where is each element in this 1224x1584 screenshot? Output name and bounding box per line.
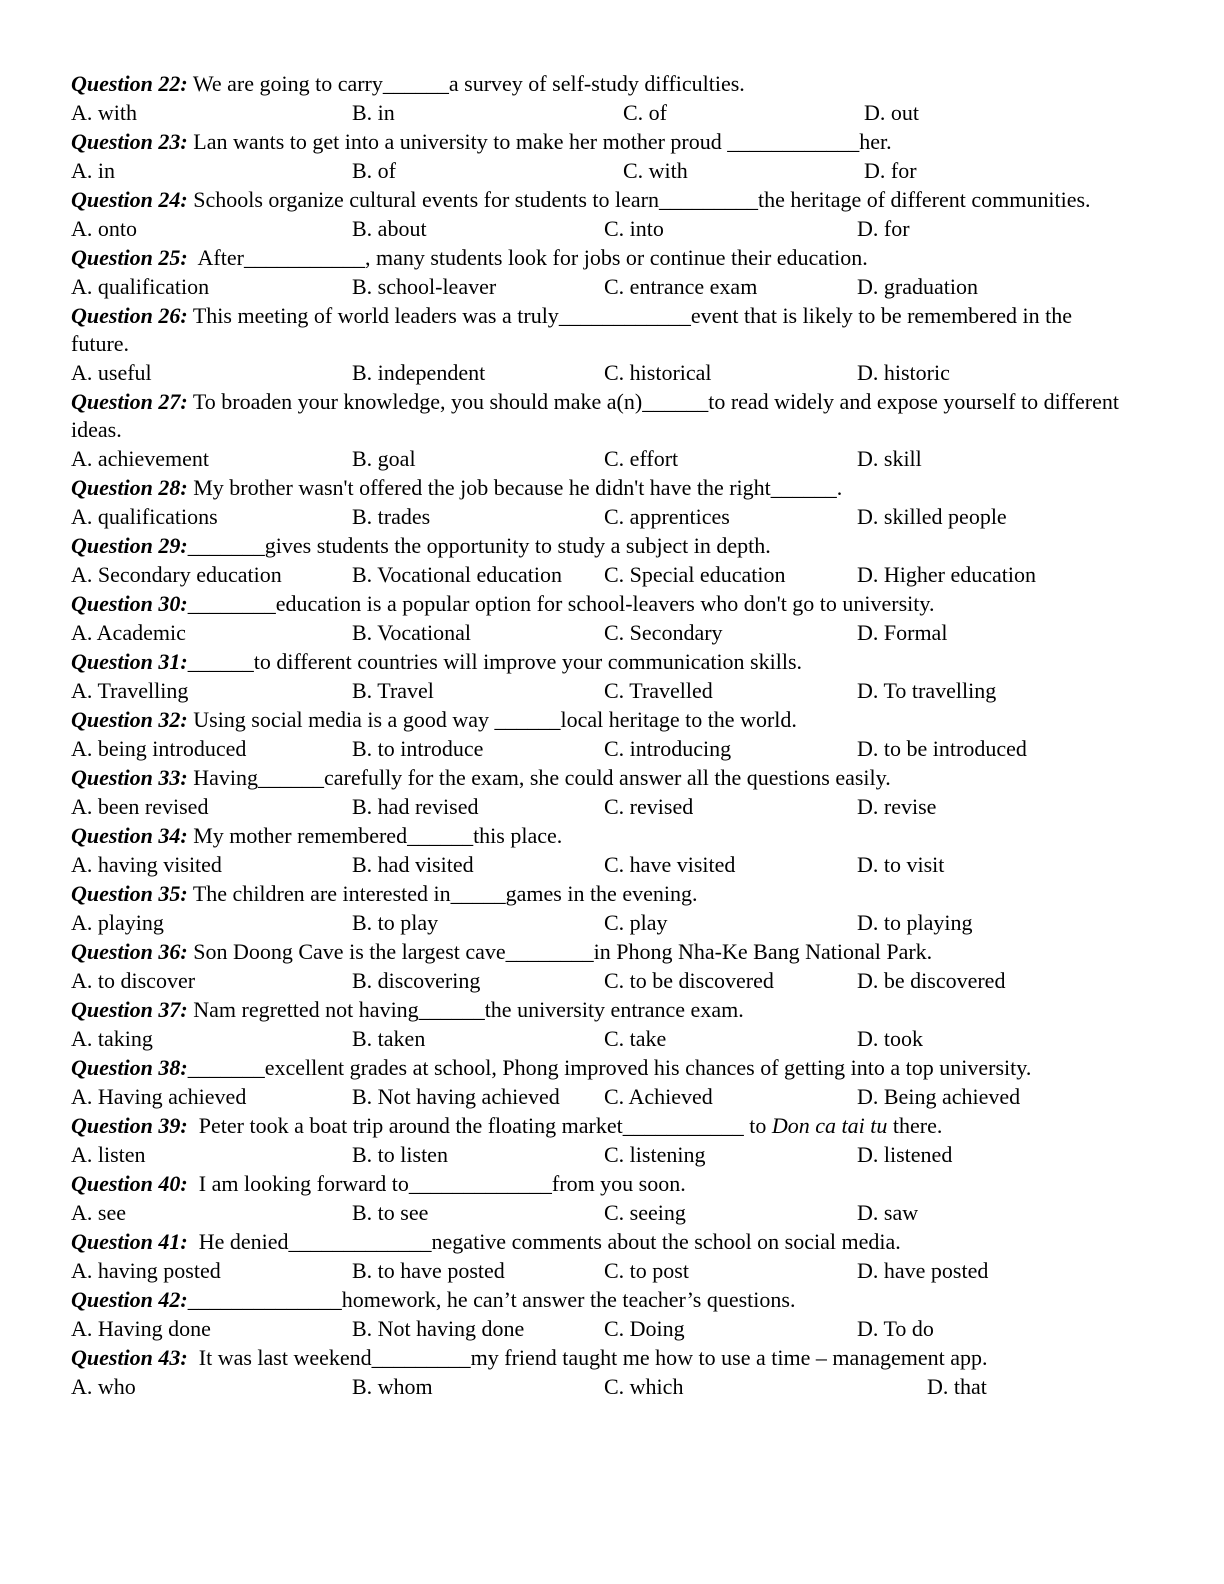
answer-blank: ________	[187, 591, 276, 616]
question-text-before: Son Doong Cave is the largest cave	[187, 939, 506, 964]
question-text-before: After	[187, 245, 244, 270]
answer-options	[71, 272, 1131, 302]
answer-options	[71, 850, 1131, 880]
question-text-after: carefully for the exam, she could answer all the questions easily.	[324, 765, 891, 790]
question-number: Question 25:	[71, 245, 188, 270]
question-number: Question 41:	[71, 1229, 188, 1254]
answer-options	[71, 502, 1131, 532]
option-c[interactable]: C. into	[604, 216, 664, 241]
option-c[interactable]: C. revised	[604, 794, 694, 819]
question-number: Question 27:	[71, 389, 188, 414]
option-b[interactable]: B. trades	[352, 504, 431, 529]
option-a[interactable]: A. Having done	[71, 1316, 211, 1341]
question-number: Question 39:	[71, 1113, 188, 1138]
option-d[interactable]: D. have posted	[857, 1258, 989, 1283]
option-d[interactable]: D. for	[864, 158, 917, 183]
answer-options	[71, 560, 1131, 590]
option-a[interactable]: A. having posted	[71, 1258, 221, 1283]
option-d[interactable]: D. took	[857, 1026, 923, 1051]
answer-options	[71, 1024, 1131, 1054]
answer-options	[71, 1140, 1131, 1170]
option-d[interactable]: D. saw	[857, 1200, 919, 1225]
option-c[interactable]: C. entrance exam	[604, 274, 758, 299]
question-number: Question 40:	[71, 1171, 188, 1196]
question-text-before: Peter took a boat trip around the floating market	[187, 1113, 623, 1138]
question-number: Question 32:	[71, 707, 188, 732]
option-c[interactable]: C. which	[604, 1374, 684, 1399]
question-block	[71, 70, 1131, 128]
question-number: Question 42:	[71, 1287, 188, 1312]
question-text-after: the heritage of different communities.	[758, 187, 1091, 212]
question-number: Question 29:	[71, 533, 188, 558]
question-stem	[71, 648, 1131, 676]
question-block	[71, 706, 1131, 764]
question-text-after: homework, he can’t answer the teacher’s questions.	[341, 1287, 796, 1312]
question-text-before: Using social media is a good way _	[187, 707, 506, 732]
question-stem	[71, 474, 1131, 502]
option-d[interactable]: D. that	[927, 1374, 987, 1399]
answer-blank: ______	[418, 997, 485, 1022]
option-d[interactable]: D. skilled people	[857, 504, 1007, 529]
answer-blank: _______	[187, 533, 265, 558]
question-block	[71, 880, 1131, 938]
option-b[interactable]: B. goal	[352, 446, 416, 471]
question-stem	[71, 70, 1131, 98]
question-text-before: Lan wants to get into a university to make her mother proud _	[187, 129, 739, 154]
question-text-before: Having	[187, 765, 259, 790]
question-block	[71, 302, 1131, 388]
answer-options	[71, 618, 1131, 648]
answer-blank: ______	[642, 389, 709, 414]
question-text-after: from you soon.	[551, 1171, 686, 1196]
option-a[interactable]: A. taking	[71, 1026, 153, 1051]
question-number: Question 38:	[71, 1055, 188, 1080]
question-stem	[71, 764, 1131, 792]
question-stem	[71, 996, 1131, 1024]
option-d[interactable]: D. listened	[857, 1142, 953, 1167]
answer-options	[71, 98, 1131, 128]
question-number: Question 31:	[71, 649, 188, 674]
option-a[interactable]: A. being introduced	[71, 736, 247, 761]
question-block	[71, 1228, 1131, 1286]
question-text-after: this place.	[473, 823, 563, 848]
option-b[interactable]: B. Vocational	[352, 620, 471, 645]
answer-blank: _________	[371, 1345, 471, 1370]
answer-options	[71, 358, 1131, 388]
option-c[interactable]: C. take	[604, 1026, 667, 1051]
answer-options	[71, 1082, 1131, 1112]
question-text-before: He denied	[187, 1229, 289, 1254]
option-a[interactable]: A. see	[71, 1200, 126, 1225]
question-block	[71, 1170, 1131, 1228]
answer-blank: ___________	[243, 245, 365, 270]
option-b[interactable]: B. to see	[352, 1200, 429, 1225]
option-b[interactable]: B. whom	[352, 1374, 433, 1399]
question-text-after: to read widely and expose yourself to different ideas.	[71, 389, 1125, 442]
question-stem	[71, 938, 1131, 966]
option-c[interactable]: C. effort	[604, 446, 679, 471]
option-d[interactable]: D. revise	[857, 794, 937, 819]
option-d[interactable]: D. To do	[857, 1316, 934, 1341]
question-stem	[71, 1228, 1131, 1256]
answer-blank: _____________	[408, 1171, 552, 1196]
option-b[interactable]: B. school-leaver	[352, 274, 497, 299]
option-c[interactable]: C. listening	[604, 1142, 706, 1167]
question-text-after: local heritage to the world.	[560, 707, 797, 732]
question-text-before: My mother remembered	[187, 823, 408, 848]
question-block	[71, 186, 1131, 244]
answer-blank: ____________	[558, 303, 691, 328]
question-text-after: the university entrance exam.	[484, 997, 744, 1022]
question-text-before: It was last weekend	[187, 1345, 372, 1370]
question-stem	[71, 1286, 1131, 1314]
question-stem	[71, 1112, 1131, 1140]
question-block	[71, 128, 1131, 186]
option-b[interactable]: B. had visited	[352, 852, 474, 877]
question-text-after: her.	[859, 129, 892, 154]
answer-blank: _____	[505, 707, 561, 732]
answer-options	[71, 1256, 1131, 1286]
option-a[interactable]: A. listen	[71, 1142, 146, 1167]
question-stem	[71, 1170, 1131, 1198]
option-b[interactable]: B. in	[352, 100, 395, 125]
answer-blank: ________	[505, 939, 594, 964]
question-text-after: my friend taught me how to use a time – management app.	[470, 1345, 988, 1370]
option-b[interactable]: B. taken	[352, 1026, 426, 1051]
option-a[interactable]: A. playing	[71, 910, 164, 935]
option-b[interactable]: B. independent	[352, 360, 486, 385]
question-text-after: event that is likely to be remembered in the future.	[71, 303, 1078, 356]
question-number: Question 37:	[71, 997, 188, 1022]
question-block	[71, 996, 1131, 1054]
option-c[interactable]: C. of	[623, 100, 667, 125]
option-c[interactable]: C. Secondary	[604, 620, 723, 645]
question-text-before: We are going to carry	[187, 71, 383, 96]
option-c[interactable]: C. historical	[604, 360, 712, 385]
question-text-after: in Phong Nha-Ke Bang National Park.	[593, 939, 933, 964]
question-number: Question 35:	[71, 881, 188, 906]
question-block	[71, 474, 1131, 532]
question-number: Question 30:	[71, 591, 188, 616]
answer-blank: ___________	[738, 129, 860, 154]
answer-blank: __________	[622, 1113, 733, 1138]
answer-options	[71, 966, 1131, 996]
question-block	[71, 822, 1131, 880]
question-text-after: education is a popular option for school-leavers who don't go to university.	[275, 591, 935, 616]
question-text-before: Schools organize cultural events for students to learn	[187, 187, 659, 212]
option-a[interactable]: A. in	[71, 158, 115, 183]
option-a[interactable]: A. been revised	[71, 794, 209, 819]
question-number: Question 43:	[71, 1345, 188, 1370]
answer-options	[71, 214, 1131, 244]
option-a[interactable]: A. achievement	[71, 446, 210, 471]
option-c[interactable]: C. have visited	[604, 852, 736, 877]
option-d[interactable]: D. historic	[857, 360, 950, 385]
question-number: Question 36:	[71, 939, 188, 964]
answer-options	[71, 908, 1131, 938]
option-c[interactable]: C. Travelled	[604, 678, 713, 703]
answer-blank: ______	[187, 649, 254, 674]
option-a[interactable]: A. having visited	[71, 852, 222, 877]
option-d[interactable]: D. Higher education	[857, 562, 1036, 587]
question-number: Question 22:	[71, 71, 188, 96]
question-text-after: excellent grades at school, Phong improved his chances of getting into a top university.	[264, 1055, 1032, 1080]
option-c[interactable]: C. with	[623, 158, 688, 183]
answer-options	[71, 1198, 1131, 1228]
question-block	[71, 938, 1131, 996]
question-block	[71, 764, 1131, 822]
question-text-before: This meeting of world leaders was a truly	[187, 303, 559, 328]
question-block	[71, 1286, 1131, 1344]
question-text-after: to different countries will improve your communication skills.	[253, 649, 803, 674]
answer-blank: _______	[187, 1055, 265, 1080]
question-block	[71, 648, 1131, 706]
question-text-after: a survey of self-study difficulties.	[448, 71, 745, 96]
question-stem	[71, 186, 1131, 214]
question-text-after: , many students look for jobs or continue their education.	[364, 245, 868, 270]
question-number: Question 34:	[71, 823, 188, 848]
option-b[interactable]: B. to have posted	[352, 1258, 505, 1283]
option-c[interactable]: C. to post	[604, 1258, 689, 1283]
question-text-after: games in the evening.	[505, 881, 698, 906]
option-b[interactable]: B. discovering	[352, 968, 481, 993]
option-a[interactable]: A. Secondary education	[71, 562, 282, 587]
option-d[interactable]: D. Being achieved	[857, 1084, 1021, 1109]
question-stem	[71, 706, 1131, 734]
option-d[interactable]: D. graduation	[857, 274, 978, 299]
question-text-before: The children are interested in	[187, 881, 451, 906]
answer-blank: _____	[450, 881, 506, 906]
question-stem	[71, 388, 1131, 444]
question-block	[71, 1344, 1131, 1402]
option-a[interactable]: A. Having achieved	[71, 1084, 247, 1109]
question-block	[71, 388, 1131, 474]
question-number: Question 33:	[71, 765, 188, 790]
question-stem	[71, 128, 1131, 156]
answer-blank: _________	[659, 187, 758, 212]
question-number: Question 28:	[71, 475, 188, 500]
option-a[interactable]: A. onto	[71, 216, 137, 241]
option-b[interactable]: B. about	[352, 216, 427, 241]
question-block	[71, 244, 1131, 302]
question-number: Question 24:	[71, 187, 188, 212]
answer-options	[71, 1372, 1131, 1402]
question-text-before: I am looking forward to	[187, 1171, 409, 1196]
answer-blank: ______________	[187, 1287, 342, 1312]
answer-options	[71, 734, 1131, 764]
option-c[interactable]: C. apprentices	[604, 504, 730, 529]
option-c[interactable]: C. introducing	[604, 736, 732, 761]
option-b[interactable]: B. had revised	[352, 794, 479, 819]
question-block	[71, 590, 1131, 648]
option-b[interactable]: B. Not having done	[352, 1316, 525, 1341]
option-d[interactable]: D. To travelling	[857, 678, 997, 703]
option-a[interactable]: A. Travelling	[71, 678, 189, 703]
answer-options	[71, 1314, 1131, 1344]
option-c[interactable]: C. seeing	[604, 1200, 686, 1225]
option-b[interactable]: B. to listen	[352, 1142, 448, 1167]
option-c[interactable]: C. Achieved	[604, 1084, 713, 1109]
question-block	[71, 532, 1131, 590]
option-c[interactable]: C. to be discovered	[604, 968, 774, 993]
question-text-after: gives students the opportunity to study a subject in depth.	[264, 533, 771, 558]
option-a[interactable]: A. with	[71, 100, 137, 125]
option-a[interactable]: A. to discover	[71, 968, 196, 993]
question-italic-text: Don ca tai tu	[771, 1113, 888, 1138]
question-text-after: .	[836, 475, 843, 500]
answer-blank: _____________	[288, 1229, 432, 1254]
option-c[interactable]: C. Special education	[604, 562, 786, 587]
option-a[interactable]: A. useful	[71, 360, 152, 385]
option-a[interactable]: A. Academic	[71, 620, 186, 645]
answer-blank: ______	[770, 475, 837, 500]
question-text-before: Nam regretted not having	[187, 997, 419, 1022]
answer-options	[71, 676, 1131, 706]
answer-options	[71, 792, 1131, 822]
question-block	[71, 1112, 1131, 1170]
answer-blank: ______	[258, 765, 325, 790]
option-d[interactable]: D. be discovered	[857, 968, 1006, 993]
question-text-after: _ to	[732, 1113, 772, 1138]
option-a[interactable]: A. qualification	[71, 274, 210, 299]
question-text-tail: there.	[887, 1113, 943, 1138]
option-d[interactable]: D. to playing	[857, 910, 973, 935]
answer-options	[71, 156, 1131, 186]
answer-blank: ______	[407, 823, 474, 848]
question-text-before: To broaden your knowledge, you should make a(n)	[187, 389, 643, 414]
question-block	[71, 1054, 1131, 1112]
question-number: Question 26:	[71, 303, 188, 328]
question-text-before: My brother wasn't offered the job because he didn't have the right	[187, 475, 771, 500]
option-b[interactable]: B. Vocational education	[352, 562, 562, 587]
option-c[interactable]: C. Doing	[604, 1316, 685, 1341]
question-text-after: negative comments about the school on social media.	[431, 1229, 901, 1254]
option-b[interactable]: B. of	[352, 158, 396, 183]
option-b[interactable]: B. to introduce	[352, 736, 484, 761]
option-d[interactable]: D. for	[857, 216, 910, 241]
option-c[interactable]: C. play	[604, 910, 668, 935]
question-stem	[71, 880, 1131, 908]
question-stem	[71, 1054, 1131, 1082]
question-stem	[71, 822, 1131, 850]
question-number: Question 23:	[71, 129, 188, 154]
option-d[interactable]: D. Formal	[857, 620, 948, 645]
option-a[interactable]: A. who	[71, 1374, 136, 1399]
question-stem	[71, 302, 1131, 358]
option-b[interactable]: B. Travel	[352, 678, 434, 703]
option-b[interactable]: B. Not having achieved	[352, 1084, 560, 1109]
option-d[interactable]: D. out	[864, 100, 919, 125]
option-d[interactable]: D. skill	[857, 446, 922, 471]
question-stem	[71, 244, 1131, 272]
question-stem	[71, 590, 1131, 618]
answer-options	[71, 444, 1131, 474]
answer-blank: ______	[382, 71, 449, 96]
option-b[interactable]: B. to play	[352, 910, 439, 935]
option-d[interactable]: D. to visit	[857, 852, 945, 877]
question-sheet	[71, 70, 1131, 1402]
option-a[interactable]: A. qualifications	[71, 504, 218, 529]
question-stem	[71, 1344, 1131, 1372]
question-stem	[71, 532, 1131, 560]
option-d[interactable]: D. to be introduced	[857, 736, 1027, 761]
